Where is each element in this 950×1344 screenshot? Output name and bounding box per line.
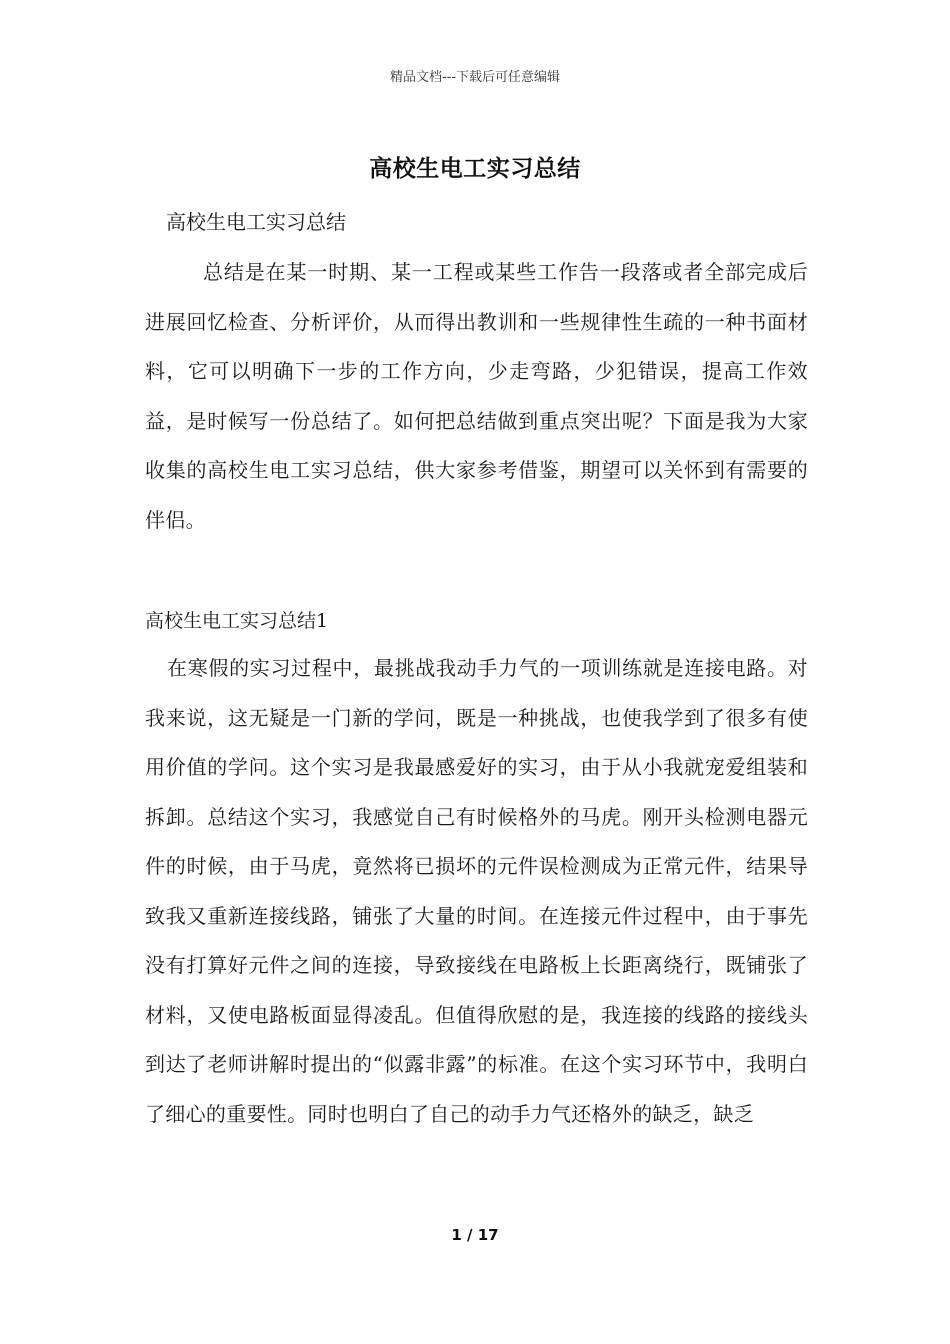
section-heading: 高校生电工实习总结1: [145, 610, 329, 632]
section-paragraph: 在寒假的实习过程中，最挑战我动手力气的一项训练就是连接电路。对我来说，这无疑是一门新的学问，既是一种挑战，也使我学到了很多有使用价值的学问。这个实习是我最感爱好的实习，由于从小我就宠爱组装和拆卸。总结这个实习，我感觉自己有时候格外的马虎。刚开头检测电器元件的时候，由于马虎，竟然将已损坏的元件误检测成为正常元件，结果导致我又重新连接线路，铺张了大量的时间。在连接元件过程中，由于事先没有打算好元件之间的连接，导致接线在电路板上长距离绕行，既铺张了材料，又使电路板面显得凌乱。但值得欣慰的是，我连接的线路的接线头到达了老师讲解时提出的“似露非露”的标准。在这个实习环节中，我明白了细心的重要性。同时也明白了自己的动手力气还格外的缺乏，缺乏: [145, 656, 808, 1126]
header-note: 精品文档---下载后可任意编辑: [389, 70, 561, 85]
intro-paragraph: 总结是在某一时期、某一工程或某些工作告一段落或者全部完成后进展回忆检查、分析评价，从而得出教训和一些规律性生疏的一种书面材料，它可以明确下一步的工作方向，少走弯路，少犯错误，提高工作效益，是时候写一份总结了。如何把总结做到重点突出呢？下面是我为大家收集的高校生电工实习总结，供大家参考借鉴，期望可以关怀到有需要的伴侣。: [145, 260, 808, 532]
document-title: 高校生电工实习总结: [369, 155, 581, 182]
page-number: 1 / 17: [451, 1226, 499, 1244]
document-subtitle: 高校生电工实习总结: [166, 210, 346, 234]
